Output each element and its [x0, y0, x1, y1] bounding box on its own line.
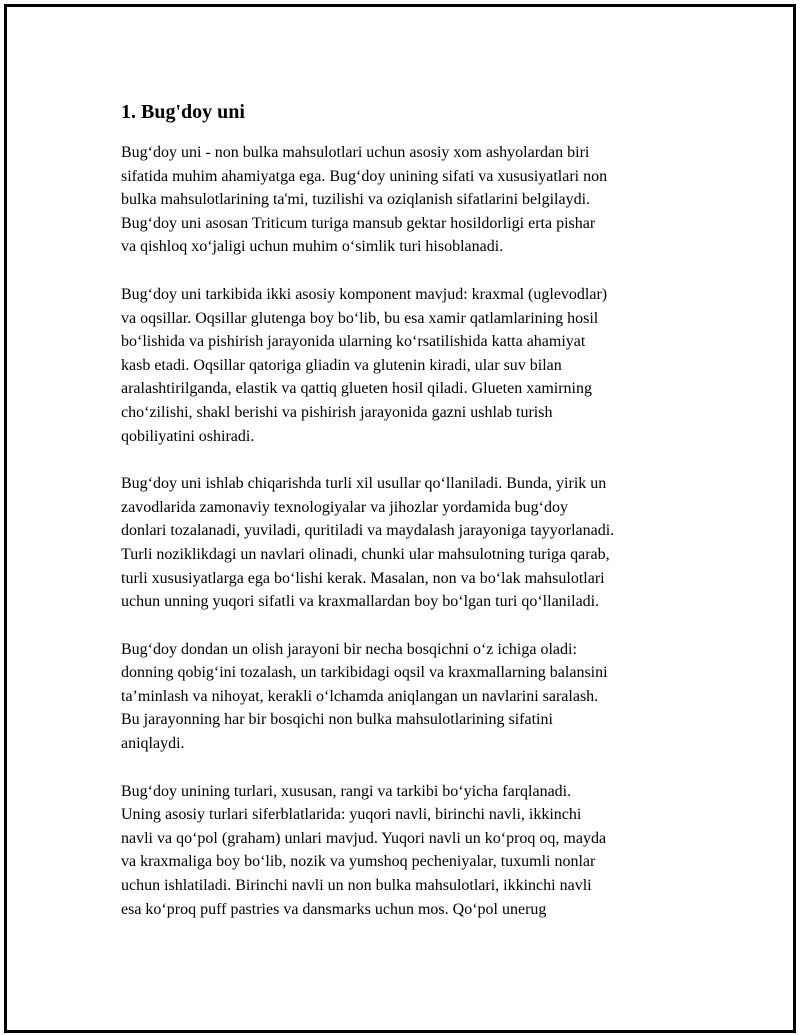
- paragraph-3: Bug‘doy uni ishlab chiqarishda turli xil usullar qo‘llaniladi. Bunda, yirik un zavodlarida zamonaviy texnologiyalar va jihozlar yordamida bug‘doy donlari tozalanadi, yuviladi, quritiladi va maydalash jarayoniga tayyorlanadi. Turli noziklikdagi un navlari olinadi, chunki ular mahsulotning turiga qarab, turli xususiyatlarga ega bo‘lishi kerak. Masalan, non va bo‘lak mahsulotlari uchun unning yuqori sifatli va kraxmallardan boy bo‘lgan turi qo‘llaniladi.: [121, 475, 615, 611]
- paragraph-1: Bug‘doy uni - non bulka mahsulotlari uchun asosiy xom ashyolardan biri sifatida muhim ahamiyatga ega. Bug‘doy unining sifati va xususiyatlari non bulka mahsulotlarining ta'mi, tuzilishi va oziqlanish sifatlarini belgilaydi. Bug‘doy uni asosan Triticum turiga mansub gektar hosildorligi erta pishar va qishloq xo‘jaligi uchun muhim o‘simlik turi hisoblanadi.: [121, 144, 608, 256]
- paragraph-5: Bug‘doy unining turlari, xususan, rangi va tarkibi bo‘yicha farqlanadi. Uning asosiy turlari siferblatlarida: yuqori navli, birinchi navli, ikkinchi navli va qo‘pol (graham) unlari mavjud. Yuqori navli un ko‘proq oq, mayda va kraxmaliga boy bo‘lib, nozik va yumshoq pecheniyalar, tuxumli nonlar uchun ishlatiladi. Birinchi navli un non bulka mahsulotlari, ikkinchi navli esa ko‘proq puff pastries va dansmarks uchun mos. Qo‘pol unerug: [121, 782, 607, 918]
- page-frame: [4, 4, 796, 1033]
- paragraph-2: Bug‘doy uni tarkibida ikki asosiy komponent mavjud: kraxmal (uglevodlar) va oqsillar. Oqsillar glutenga boy bo‘lib, bu esa xamir qatlamlarining hosil bo‘lishida va pishirish jarayonida ularning ko‘rsatilishida katta ahamiyat kasb etadi. Oqsillar qatoriga gliadin va glutenin kiradi, ular suv bilan aralashtirilganda, elastik va qattiq glueten hosil qiladi. Glueten xamirning cho‘zilishi, shakl berishi va pishirish jarayonida gazni ushlab turish qobiliyatini oshiradi.: [121, 285, 608, 445]
- paragraph-4: Bug‘doy dondan un olish jarayoni bir necha bosqichni o‘z ichiga oladi: donning qobig‘ini tozalash, un tarkibidagi oqsil va kraxmallarning balansini ta’minlash va nihoyat, kerakli o‘lchamda aniqlangan un navlarini saralash. Bu jarayonning har bir bosqichi non bulka mahsulotlarining sifatini aniqlaydi.: [121, 640, 608, 753]
- section-heading: 1. Bug'doy uni: [121, 101, 245, 123]
- document-body: [121, 99, 701, 945]
